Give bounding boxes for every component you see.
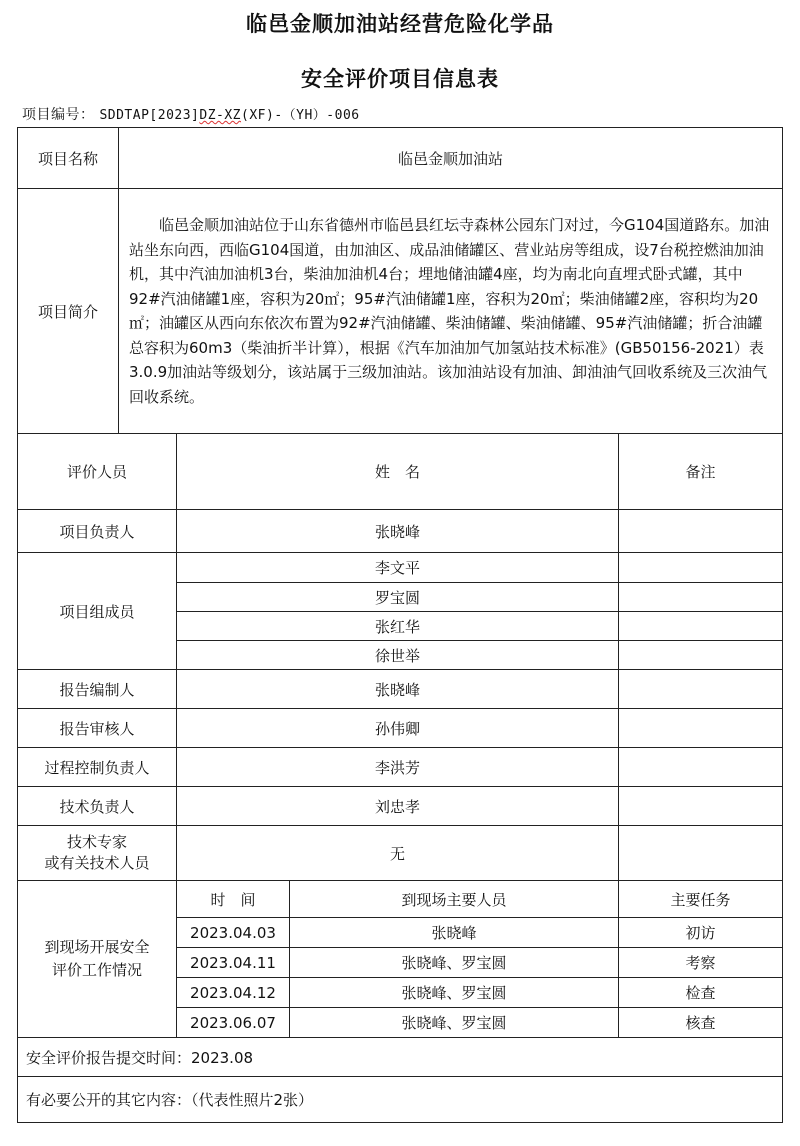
tech-lead-label: 技术负责人 xyxy=(18,787,177,826)
leader-label: 项目负责人 xyxy=(18,510,177,553)
project-name-value: 临邑金顺加油站 xyxy=(119,128,783,189)
row-compiler xyxy=(18,670,783,709)
tech-lead-name: 刘忠孝 xyxy=(177,787,619,826)
expert-name: 无 xyxy=(177,826,619,881)
visit-people: 张晓峰、罗宝圆 xyxy=(290,978,619,1008)
row-project-intro xyxy=(18,189,783,434)
visit-time: 2023.06.07 xyxy=(177,1008,290,1038)
site-visit-label-line1: 到现场开展安全 xyxy=(44,938,150,956)
row-reviewer xyxy=(18,709,783,748)
submit-time: 安全评价报告提交时间：2023.08 xyxy=(18,1038,783,1077)
members-label: 项目组成员 xyxy=(18,553,177,670)
visit-people: 张晓峰、罗宝圆 xyxy=(290,948,619,978)
expert-note xyxy=(619,826,783,881)
site-visit-label xyxy=(18,881,177,1038)
reviewer-note xyxy=(619,709,783,748)
member-name: 李文平 xyxy=(177,553,619,583)
project-intro-label: 项目简介 xyxy=(18,189,119,434)
member-name: 张红华 xyxy=(177,612,619,641)
row-member xyxy=(18,553,783,583)
project-number-code: SDDTAP[2023]DZ-XZ(XF)-（YH）-006 xyxy=(99,108,360,123)
project-name-label: 项目名称 xyxy=(18,128,119,189)
row-project-name xyxy=(18,128,783,189)
row-visit-header xyxy=(18,881,783,918)
other-content: 有必要公开的其它内容：（代表性照片2张） xyxy=(18,1077,783,1123)
member-name: 徐世举 xyxy=(177,641,619,670)
process-control-label: 过程控制负责人 xyxy=(18,748,177,787)
info-table xyxy=(17,127,783,1123)
project-number-label: 项目编号： xyxy=(22,107,95,123)
visit-task: 初访 xyxy=(619,918,783,948)
row-leader xyxy=(18,510,783,553)
visit-task: 检查 xyxy=(619,978,783,1008)
leader-name: 张晓峰 xyxy=(177,510,619,553)
visit-people: 张晓峰 xyxy=(290,918,619,948)
row-expert xyxy=(18,826,783,881)
visit-header-people: 到现场主要人员 xyxy=(290,881,619,918)
member-name: 罗宝圆 xyxy=(177,583,619,612)
staff-header-note: 备注 xyxy=(619,434,783,510)
reviewer-label: 报告审核人 xyxy=(18,709,177,748)
visit-header-task: 主要任务 xyxy=(619,881,783,918)
row-staff-header xyxy=(18,434,783,510)
process-control-note xyxy=(619,748,783,787)
reviewer-name: 孙伟卿 xyxy=(177,709,619,748)
process-control-name: 李洪芳 xyxy=(177,748,619,787)
compiler-label: 报告编制人 xyxy=(18,670,177,709)
visit-task: 核查 xyxy=(619,1008,783,1038)
visit-task: 考察 xyxy=(619,948,783,978)
visit-time: 2023.04.12 xyxy=(177,978,290,1008)
compiler-note xyxy=(619,670,783,709)
row-process-control xyxy=(18,748,783,787)
expert-label-line1: 技术专家 xyxy=(66,833,127,851)
member-note xyxy=(619,553,783,583)
row-tech-lead xyxy=(18,787,783,826)
member-note xyxy=(619,612,783,641)
visit-time: 2023.04.11 xyxy=(177,948,290,978)
staff-header-name: 姓 名 xyxy=(177,434,619,510)
document-title-line2: 安全评价项目信息表 xyxy=(301,67,499,91)
compiler-name: 张晓峰 xyxy=(177,670,619,709)
tech-lead-note xyxy=(619,787,783,826)
expert-label-line2: 或有关技术人员 xyxy=(44,854,150,872)
row-submit-time xyxy=(18,1038,783,1077)
expert-label xyxy=(18,826,177,881)
row-other-content xyxy=(18,1077,783,1123)
document-title-line1: 临邑金顺加油站经营危险化学品 xyxy=(246,12,554,36)
member-note xyxy=(619,641,783,670)
leader-note xyxy=(619,510,783,553)
visit-people: 张晓峰、罗宝圆 xyxy=(290,1008,619,1038)
visit-time: 2023.04.03 xyxy=(177,918,290,948)
project-intro-text: 临邑金顺加油站位于山东省德州市临邑县红坛寺森林公园东门对过，今G104国道路东。加油站坐东向西，西临G104国道，由加油区、成品油储罐区、营业站房等组成，设7台税控燃油加油机，其中汽油加油机3台，柴油加油机4台；埋地储油罐4座，均为南北向直埋式卧式罐，其中92#汽油储罐1座，容积为20㎡；95#汽油储罐1座，容积为20㎡；柴油储罐2座，容积均为20㎡；油罐区从西向东依次布置为92#汽油储罐、柴油储罐、柴油储罐、95#汽油储罐；折合油罐总容积为60m3（柴油折半计算），根据《汽车加油加气加氢站技术标准》(GB50156-2021）表3.0.9加油站等级划分，该站属于三级加油站。该加油站设有加油、卸油油气回收系统及三次油气回收系统。 xyxy=(119,189,783,434)
staff-header-role: 评价人员 xyxy=(18,434,177,510)
member-note xyxy=(619,583,783,612)
project-number xyxy=(22,104,360,124)
visit-header-time: 时 间 xyxy=(177,881,290,918)
site-visit-label-line2: 评价工作情况 xyxy=(51,961,142,979)
